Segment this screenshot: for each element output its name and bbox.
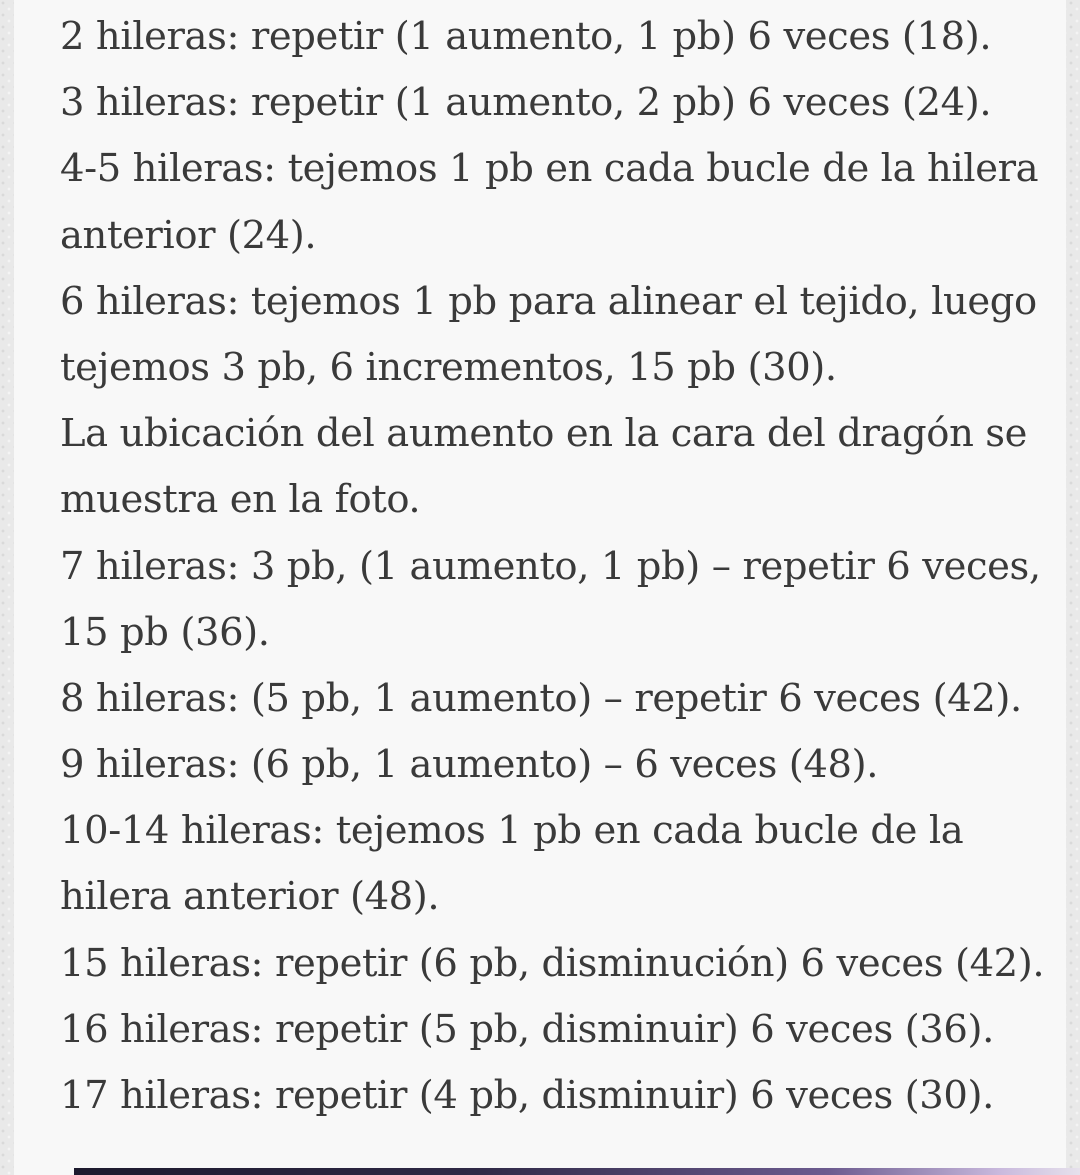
instruction-line-row-7: 7 hileras: 3 pb, (1 aumento, 1 pb) – repetir 6 veces, <box>60 543 1041 589</box>
instruction-note: La ubicación del aumento en la cara del dragón se <box>60 411 1028 457</box>
pattern-instructions <box>60 4 1060 1129</box>
instruction-line-rows-4-5-cont: anterior (24). <box>60 212 317 258</box>
instruction-line-row-3: 3 hileras: repetir (1 aumento, 2 pb) 6 veces (24). <box>60 80 992 126</box>
instruction-line-row-8: 8 hileras: (5 pb, 1 aumento) – repetir 6 veces (42). <box>60 675 1022 721</box>
instruction-line-row-17: 17 hileras: repetir (4 pb, disminuir) 6 veces (30). <box>60 1073 994 1118</box>
instruction-line-rows-10-14: 10-14 hileras: tejemos 1 pb en cada bucle de la <box>60 808 964 854</box>
instruction-line-row-15: 15 hileras: repetir (6 pb, disminución) 6 veces (42). <box>60 940 1045 986</box>
instruction-line-row-16: 16 hileras: repetir (5 pb, disminuir) 6 veces (36). <box>60 1006 994 1052</box>
instruction-line-rows-4-5: 4-5 hileras: tejemos 1 pb en cada bucle de la hilera <box>60 146 1039 192</box>
instruction-line-row-2: 2 hileras: repetir (1 aumento, 1 pb) 6 veces (18). <box>60 14 992 59</box>
instruction-line-row-7-cont: 15 pb (36). <box>60 609 270 655</box>
instruction-line-row-6: 6 hileras: tejemos 1 pb para alinear el tejido, luego <box>60 278 1037 324</box>
instruction-note-cont: muestra en la foto. <box>60 477 421 523</box>
instruction-line-row-6-cont: tejemos 3 pb, 6 incrementos, 15 pb (30). <box>60 344 837 390</box>
instruction-line-rows-10-14-cont: hilera anterior (48). <box>60 874 440 920</box>
instruction-line-row-9: 9 hileras: (6 pb, 1 aumento) – 6 veces (48). <box>60 742 879 788</box>
article-page <box>14 0 1066 1175</box>
photo-top-edge <box>74 1168 1080 1175</box>
